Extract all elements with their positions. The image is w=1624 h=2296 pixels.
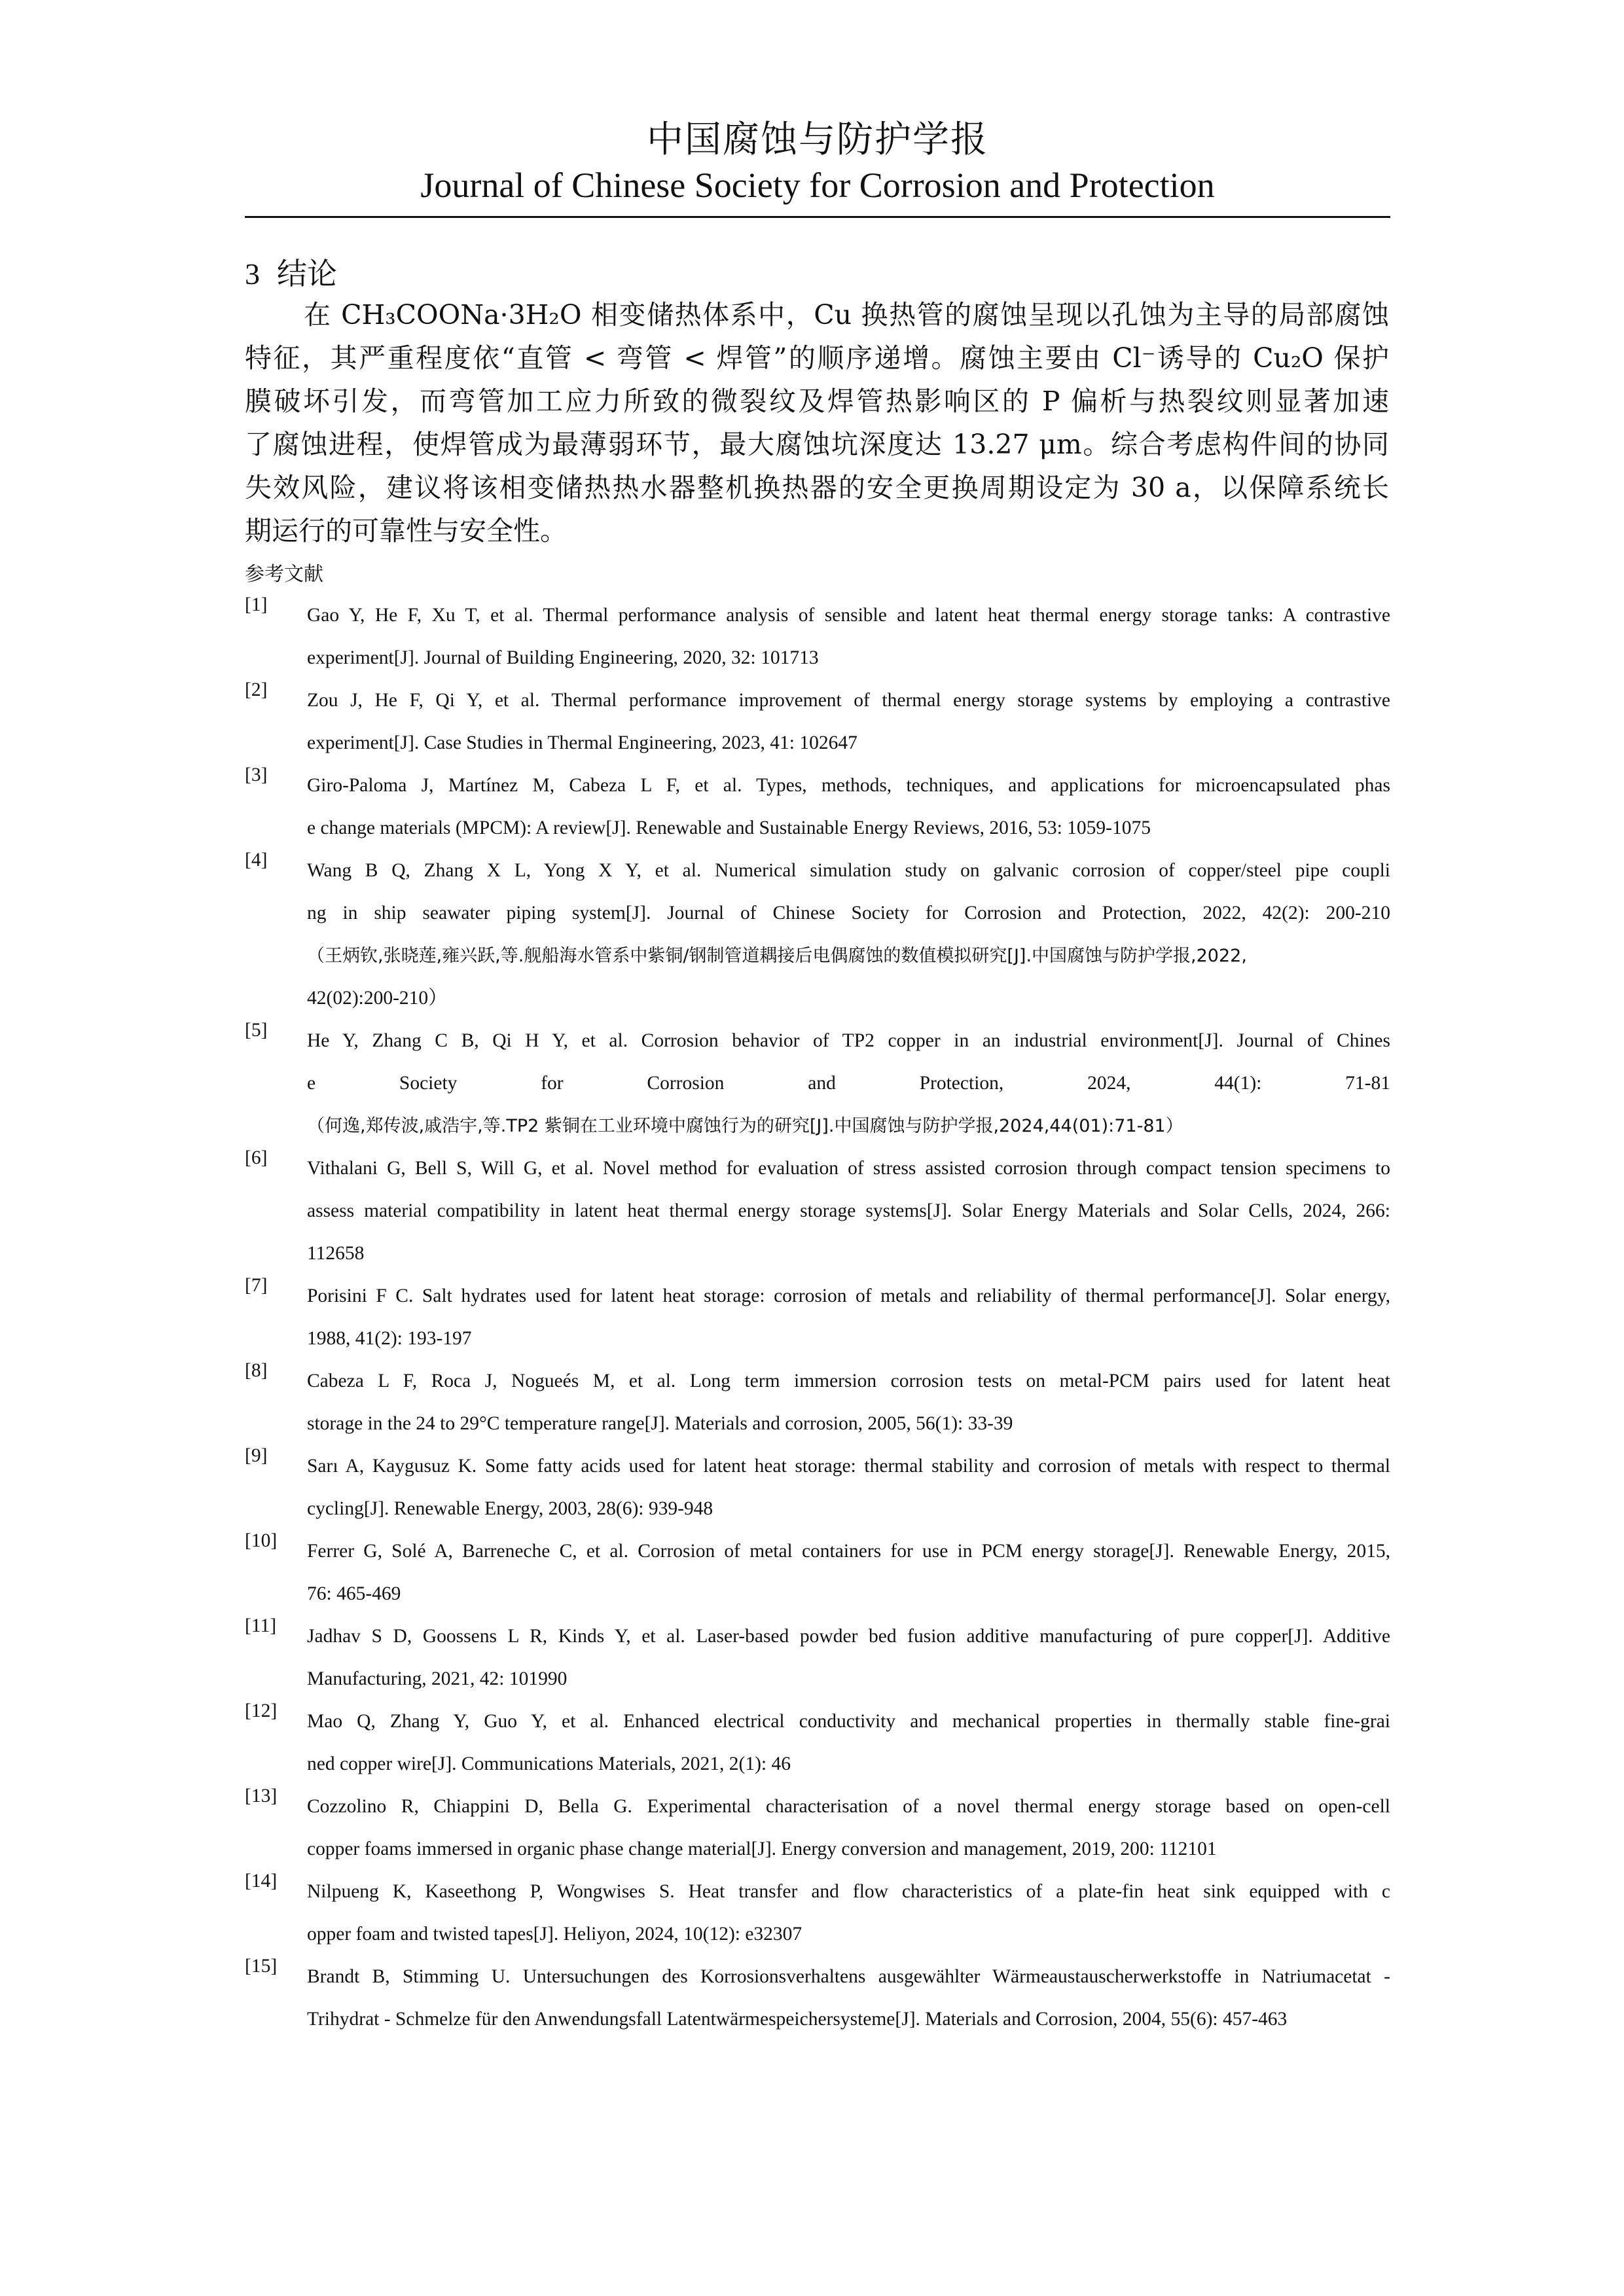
reference-line: Sarı A, Kaygusuz K. Some fatty acids used for latent heat storage: thermal stability and corrosion of metals with respect to thermal: [307, 1456, 1390, 1477]
reference-line: Jadhav S D, Goossens L R, Kinds Y, et al. Laser-based powder bed fusion additive manufacturing of pure copper[J]. Additive: [307, 1626, 1390, 1647]
reference-number: [6]: [245, 1147, 268, 1168]
reference-line: Cozzolino R, Chiappini D, Bella G. Experimental characterisation of a novel thermal energy storage based on open-cell: [307, 1796, 1390, 1817]
reference-number: [12]: [245, 1700, 278, 1721]
reference-line: experiment[J]. Case Studies in Thermal Engineering, 2023, 41: 102647: [307, 732, 857, 753]
reference-item: [245, 594, 1390, 679]
reference-item: [245, 1020, 1390, 1147]
header-rule: [245, 216, 1390, 218]
reference-line: Trihydrat - Schmelze für den Anwendungsfall Latentwärmespeichersysteme[J]. Materials and Corrosion, 2004, 55(6): 457-463: [307, 2009, 1288, 2030]
reference-number: [10]: [245, 1530, 278, 1551]
reference-number: [2]: [245, 679, 268, 700]
reference-number: [4]: [245, 850, 268, 870]
reference-line: 76: 465-469: [307, 1583, 401, 1604]
reference-item: [245, 850, 1390, 1020]
reference-item: [245, 1956, 1390, 2041]
reference-item: [245, 679, 1390, 764]
reference-line: ned copper wire[J]. Communications Materials, 2021, 2(1): 46: [307, 1753, 791, 1774]
reference-line: cycling[J]. Renewable Energy, 2003, 28(6): 939-948: [307, 1498, 713, 1519]
section-title: 结论: [277, 256, 337, 291]
reference-item: [245, 764, 1390, 850]
reference-number: [13]: [245, 1785, 278, 1806]
reference-line: 1988, 41(2): 193-197: [307, 1328, 472, 1349]
reference-item: [245, 1147, 1390, 1275]
reference-line: Zou J, He F, Qi Y, et al. Thermal performance improvement of thermal energy storage systems by employing a contrastive: [307, 690, 1390, 711]
conclusion-paragraph: [245, 293, 1389, 552]
reference-number: [5]: [245, 1020, 268, 1041]
references-heading: 参考文献: [245, 563, 323, 586]
reference-line: copper foams immersed in organic phase change material[J]. Energy conversion and management, 2019, 200: 112101: [307, 1839, 1217, 1859]
reference-number: [15]: [245, 1956, 278, 1977]
journal-title-en: Journal of Chinese Society for Corrosion and Protection: [420, 166, 1215, 205]
journal-header: [245, 117, 1390, 207]
reference-line: Manufacturing, 2021, 42: 101990: [307, 1668, 568, 1689]
reference-line: 112658: [307, 1243, 365, 1264]
reference-item: [245, 1275, 1390, 1360]
reference-line: Wang B Q, Zhang X L, Yong X Y, et al. Numerical simulation study on galvanic corrosion of copper/steel pipe coupli: [307, 860, 1390, 881]
reference-number: [14]: [245, 1871, 278, 1892]
paragraph-line: 了腐蚀进程，使焊管成为最薄弱环节，最大腐蚀坑深度达 13.27 μm。综合考虑构件间的协同: [245, 429, 1389, 460]
reference-line: （何逸,郑传波,戚浩宇,等.TP2 紫铜在工业环境中腐蚀行为的研究[J].中国腐蚀与防护学报,2024,44(01):71-81）: [307, 1116, 1183, 1136]
reference-line: Porisini F C. Salt hydrates used for latent heat storage: corrosion of metals and reliability of thermal performance[J]. Solar energy,: [307, 1285, 1390, 1306]
reference-item: [245, 1360, 1390, 1445]
reference-line: Vithalani G, Bell S, Will G, et al. Novel method for evaluation of stress assisted corrosion through compact tension specimens to: [307, 1158, 1390, 1179]
reference-item: [245, 1530, 1390, 1615]
reference-line: opper foam and twisted tapes[J]. Heliyon, 2024, 10(12): e32307: [307, 1924, 803, 1945]
reference-number: [3]: [245, 764, 268, 785]
reference-item: [245, 1785, 1390, 1871]
reference-list: [245, 594, 1390, 2041]
reference-item: [245, 1615, 1390, 1700]
reference-number: [9]: [245, 1445, 268, 1466]
reference-line: （王炳钦,张晓莲,雍兴跃,等.舰船海水管系中紫铜/钢制管道耦接后电偶腐蚀的数值模拟研究[J].中国腐蚀与防护学报,2022,: [307, 946, 1247, 966]
section-number: 3: [245, 257, 260, 291]
paragraph-line: 特征，其严重程度依“直管 < 弯管 < 焊管”的顺序递增。腐蚀主要由 Cl⁻诱导的 Cu₂O 保护: [245, 342, 1389, 374]
section-heading: [245, 254, 337, 294]
reference-line: Giro-Paloma J, Martínez M, Cabeza L F, et al. Types, methods, techniques, and applications for microencapsulated phas: [307, 775, 1390, 796]
reference-line: Ferrer G, Solé A, Barreneche C, et al. Corrosion of metal containers for use in PCM energy storage[J]. Renewable Energy, 2015,: [307, 1541, 1390, 1562]
reference-line: experiment[J]. Journal of Building Engineering, 2020, 32: 101713: [307, 647, 819, 668]
reference-line: Mao Q, Zhang Y, Guo Y, et al. Enhanced electrical conductivity and mechanical properties in thermally stable fine-grai: [307, 1711, 1390, 1732]
reference-line: Nilpueng K, Kaseethong P, Wongwises S. Heat transfer and flow characteristics of a plate-fin heat sink equipped with c: [307, 1881, 1390, 1902]
reference-line: e Society for Corrosion and Protection, 2024, 44(1): 71-81: [307, 1073, 1390, 1094]
paragraph-line: 期运行的可靠性与安全性。: [245, 515, 567, 547]
reference-number: [11]: [245, 1615, 277, 1636]
reference-number: [1]: [245, 594, 268, 615]
reference-item: [245, 1871, 1390, 1956]
paragraph-line: 失效风险，建议将该相变储热热水器整机换热器的安全更换周期设定为 30 a，以保障系统长: [245, 472, 1389, 503]
paragraph-line: 膜破坏引发，而弯管加工应力所致的微裂纹及焊管热影响区的 P 偏析与热裂纹则显著加速: [245, 386, 1389, 417]
reference-item: [245, 1700, 1390, 1785]
reference-line: ng in ship seawater piping system[J]. Journal of Chinese Society for Corrosion and Protection, 2022, 42(2): 200-210: [307, 903, 1390, 924]
reference-line: storage in the 24 to 29°C temperature range[J]. Materials and corrosion, 2005, 56(1): 33-39: [307, 1413, 1013, 1434]
reference-line: Gao Y, He F, Xu T, et al. Thermal performance analysis of sensible and latent heat thermal energy storage tanks: A contrastive: [307, 605, 1390, 626]
paragraph-line: 在 CH₃COONa·3H₂O 相变储热体系中，Cu 换热管的腐蚀呈现以孔蚀为主导的局部腐蚀: [304, 299, 1389, 331]
reference-line: 42(02):200-210）: [307, 988, 448, 1009]
reference-line: He Y, Zhang C B, Qi H Y, et al. Corrosion behavior of TP2 copper in an industrial environment[J]. Journal of Chines: [307, 1030, 1390, 1051]
reference-item: [245, 1445, 1390, 1530]
reference-line: Brandt B, Stimming U. Untersuchungen des Korrosionsverhaltens ausgewählter Wärmeaustauscherwerkstoffe in Natriumacetat -: [307, 1966, 1390, 1987]
reference-line: assess material compatibility in latent heat thermal energy storage systems[J]. Solar Energy Materials and Solar Cells, 2024, 266:: [307, 1200, 1390, 1221]
reference-line: e change materials (MPCM): A review[J]. Renewable and Sustainable Energy Reviews, 2016, 53: 1059-1075: [307, 817, 1151, 838]
reference-number: [7]: [245, 1275, 268, 1296]
journal-title-cn: 中国腐蚀与防护学报: [647, 118, 988, 161]
reference-line: Cabeza L F, Roca J, Nogueés M, et al. Long term immersion corrosion tests on metal-PCM pairs used for latent heat: [307, 1371, 1390, 1391]
reference-number: [8]: [245, 1360, 268, 1381]
